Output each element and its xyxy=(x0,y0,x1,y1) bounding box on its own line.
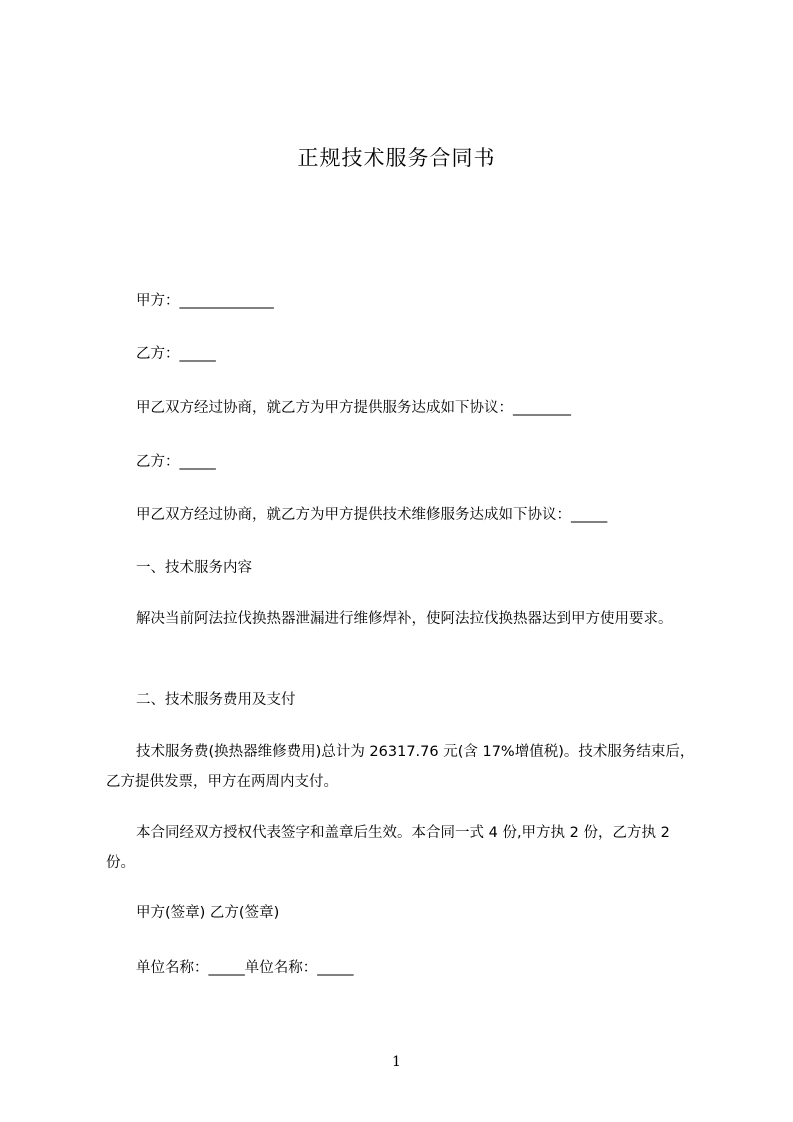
section-1-body: 解决当前阿法拉伐换热器泄漏进行维修焊补，使阿法拉伐换热器达到甲方使用要求。 xyxy=(136,611,673,627)
page-number: 1 xyxy=(392,1054,401,1070)
section-2-heading: 二、技术服务费用及支付 xyxy=(136,692,296,708)
section-2-body: 技术服务费(换热器维修费用)总计为 26317.76 元(含 17%增值税)。技术服务结束后，乙方提供发票，甲方在两周内支付。 xyxy=(106,744,695,790)
document-title: 正规技术服务合同书 xyxy=(297,146,496,170)
unit-name-line: 单位名称：_____单位名称：_____ xyxy=(136,960,354,976)
effectiveness-clause: 本合同经双方授权代表签字和盖章后生效。本合同一式 4 份,甲方执 2 份，乙方执 2 份。 xyxy=(106,825,670,871)
party-b-line-repeat: 乙方：_____ xyxy=(136,454,216,470)
party-b-line: 乙方：_____ xyxy=(136,346,216,362)
agreement-line-repeat: 甲乙双方经过协商，就乙方为甲方提供技术维修服务达成如下协议：_____ xyxy=(136,507,608,523)
signature-line: 甲方(签章) 乙方(签章) xyxy=(136,905,280,921)
agreement-line: 甲乙双方经过协商，就乙方为甲方提供服务达成如下协议：________ xyxy=(136,400,571,416)
section-1-heading: 一、技术服务内容 xyxy=(136,560,252,576)
party-a-line: 甲方：_____________ xyxy=(136,293,274,309)
